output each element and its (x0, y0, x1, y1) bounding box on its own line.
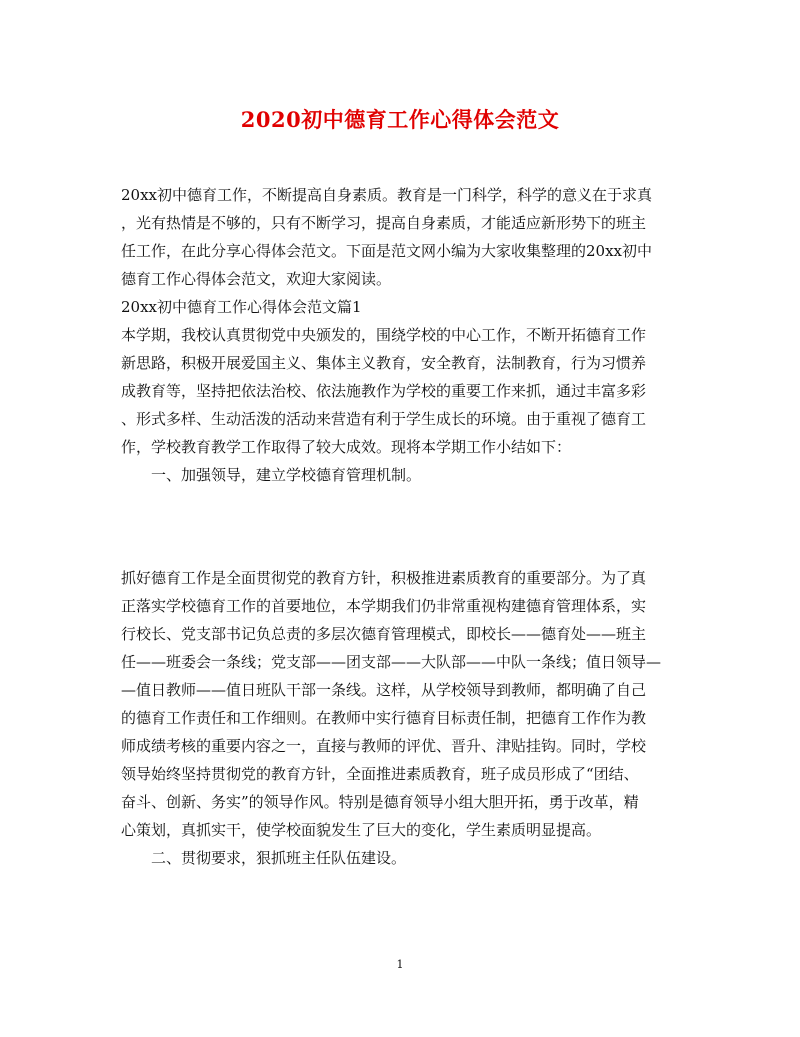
paragraph-line: 心策划，真抓实干，使学校面貌发生了巨大的变化，学生素质明显提高。 (121, 821, 602, 839)
paragraph-line: 、形式多样、生动活泼的活动来营造有利于学生成长的环境。由于重视了德育工 (121, 410, 647, 428)
paragraph-line: 奋斗、创新、务实”的领导作风。特别是德育领导小组大胆开拓，勇于改革，精 (121, 793, 639, 811)
document-title: 2020初中德育工作心得体会范文 (240, 107, 560, 132)
paragraph-line: —值日教师——值日班队干部一条线。这样，从学校领导到教师，都明确了自己 (121, 681, 647, 699)
paragraph-line: 作，学校教育教学工作取得了较大成效。现将本学期工作小结如下： (121, 438, 572, 456)
paragraph-line: 任工作，在此分享心得体会范文。下面是范文网小编为大家收集整理的20xx初中 (121, 242, 653, 260)
text-block-intro (121, 181, 683, 489)
text-block-main (121, 564, 683, 872)
paragraph-line: 20xx初中德育工作，不断提高自身素质。教育是一门科学，科学的意义在于求真 (121, 186, 653, 204)
paragraph-line: 成教育等，坚持把依法治校、依法施教作为学校的重要工作来抓，通过丰富多彩 (121, 382, 647, 400)
paragraph-line: 新思路，积极开展爱国主义、集体主义教育，安全教育，法制教育，行为习惯养 (121, 354, 647, 372)
paragraph-line: 德育工作心得体会范文，欢迎大家阅读。 (121, 270, 392, 288)
paragraph-line: 任——班委会一条线；党支部——团支部——大队部——中队一条线；值日领导— (121, 653, 662, 671)
paragraph-line: 本学期，我校认真贯彻党中央颁发的，围绕学校的中心工作，不断开拓德育工作 (121, 326, 647, 344)
paragraph-line: 师成绩考核的重要内容之一，直接与教师的评优、晋升、津贴挂钩。同时，学校 (121, 737, 647, 755)
subheading: 一、加强领导，建立学校德育管理机制。 (151, 466, 422, 484)
page-number: 1 (396, 958, 404, 971)
paragraph-line: 的德育工作责任和工作细则。在教师中实行德育目标责任制，把德育工作作为教 (121, 709, 647, 727)
section-heading: 20xx初中德育工作心得体会范文篇1 (121, 298, 362, 316)
paragraph-line: 领导始终坚持贯彻党的教育方针，全面推进素质教育，班子成员形成了“团结、 (121, 765, 639, 783)
paragraph-line: 正落实学校德育工作的首要地位，本学期我们仍非常重视构建德育管理体系，实 (121, 597, 647, 615)
paragraph-line: ，光有热情是不够的，只有不断学习，提高自身素质，才能适应新形势下的班主 (121, 214, 647, 232)
subheading: 二、贯彻要求，狠抓班主任队伍建设。 (151, 849, 407, 867)
paragraph-line: 行校长、党支部书记负总责的多层次德育管理模式，即校长——德育处——班主 (121, 625, 647, 643)
paragraph-line: 抓好德育工作是全面贯彻党的教育方针，积极推进素质教育的重要部分。为了真 (121, 569, 647, 587)
